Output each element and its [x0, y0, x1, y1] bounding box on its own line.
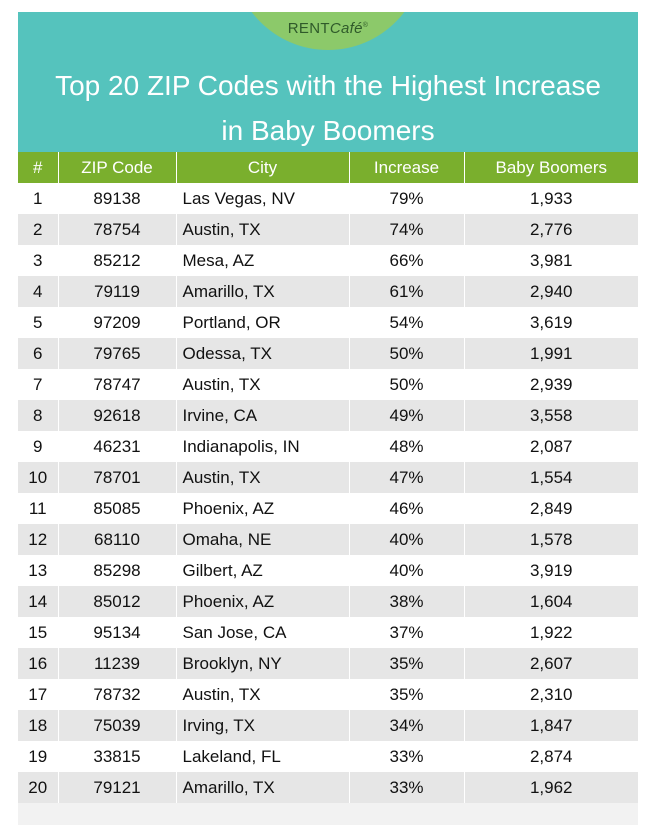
cell-increase: 35% [349, 648, 464, 679]
table-header-row [18, 152, 638, 183]
cell-zip-code: 78754 [58, 214, 176, 245]
cell-baby-boomers: 2,087 [464, 431, 638, 462]
cell-baby-boomers: 1,578 [464, 524, 638, 555]
cell-rank: 3 [18, 245, 58, 276]
cell-increase: 33% [349, 741, 464, 772]
table-row [18, 679, 638, 710]
table-row [18, 369, 638, 400]
column-header-rank: # [18, 152, 58, 183]
cell-baby-boomers: 2,310 [464, 679, 638, 710]
cell-increase: 61% [349, 276, 464, 307]
cell-increase: 37% [349, 617, 464, 648]
cell-baby-boomers: 1,922 [464, 617, 638, 648]
cell-zip-code: 97209 [58, 307, 176, 338]
cell-increase: 47% [349, 462, 464, 493]
cell-city: Indianapolis, IN [176, 431, 349, 462]
table-row [18, 586, 638, 617]
cell-baby-boomers: 1,847 [464, 710, 638, 741]
cell-city: Phoenix, AZ [176, 586, 349, 617]
cell-city: Omaha, NE [176, 524, 349, 555]
cell-city: Phoenix, AZ [176, 493, 349, 524]
table-row [18, 493, 638, 524]
cell-zip-code: 92618 [58, 400, 176, 431]
cell-rank: 19 [18, 741, 58, 772]
cell-increase: 46% [349, 493, 464, 524]
cell-rank: 14 [18, 586, 58, 617]
cell-city: Irving, TX [176, 710, 349, 741]
infographic [18, 12, 638, 825]
cell-increase: 79% [349, 183, 464, 214]
cell-zip-code: 78747 [58, 369, 176, 400]
table-row [18, 431, 638, 462]
cell-rank: 16 [18, 648, 58, 679]
cell-city: Brooklyn, NY [176, 648, 349, 679]
cell-zip-code: 78732 [58, 679, 176, 710]
cell-rank: 5 [18, 307, 58, 338]
cell-baby-boomers: 1,962 [464, 772, 638, 803]
column-header-baby-boomers: Baby Boomers [464, 152, 638, 183]
cell-city: Gilbert, AZ [176, 555, 349, 586]
cell-zip-code: 11239 [58, 648, 176, 679]
cell-rank: 13 [18, 555, 58, 586]
table-body [18, 183, 638, 803]
cell-baby-boomers: 3,558 [464, 400, 638, 431]
cell-baby-boomers: 2,849 [464, 493, 638, 524]
cell-increase: 66% [349, 245, 464, 276]
cell-zip-code: 85012 [58, 586, 176, 617]
table-row [18, 214, 638, 245]
cell-city: Las Vegas, NV [176, 183, 349, 214]
cell-zip-code: 79119 [58, 276, 176, 307]
table-row [18, 245, 638, 276]
cell-city: Portland, OR [176, 307, 349, 338]
brand-name-prefix: RENT [287, 20, 330, 37]
column-header-increase: Increase [349, 152, 464, 183]
cell-baby-boomers: 2,776 [464, 214, 638, 245]
cell-baby-boomers: 2,940 [464, 276, 638, 307]
table-row [18, 307, 638, 338]
cell-increase: 50% [349, 369, 464, 400]
table-row [18, 524, 638, 555]
ranking-table [18, 152, 638, 803]
column-header-zip-code: ZIP Code [58, 152, 176, 183]
table-row [18, 338, 638, 369]
cell-increase: 40% [349, 555, 464, 586]
cell-increase: 54% [349, 307, 464, 338]
cell-zip-code: 79121 [58, 772, 176, 803]
cell-increase: 34% [349, 710, 464, 741]
cell-baby-boomers: 2,939 [464, 369, 638, 400]
cell-baby-boomers: 1,991 [464, 338, 638, 369]
cell-zip-code: 85085 [58, 493, 176, 524]
cell-city: Austin, TX [176, 214, 349, 245]
cell-rank: 6 [18, 338, 58, 369]
cell-city: Austin, TX [176, 369, 349, 400]
cell-increase: 35% [349, 679, 464, 710]
column-header-city: City [176, 152, 349, 183]
cell-city: Irvine, CA [176, 400, 349, 431]
cell-rank: 17 [18, 679, 58, 710]
cell-city: Odessa, TX [176, 338, 349, 369]
table-row [18, 462, 638, 493]
cell-city: Mesa, AZ [176, 245, 349, 276]
title-line-1: Top 20 ZIP Codes with the Highest Increase [55, 70, 601, 101]
cell-city: Lakeland, FL [176, 741, 349, 772]
cell-rank: 18 [18, 710, 58, 741]
table-row [18, 772, 638, 803]
cell-rank: 2 [18, 214, 58, 245]
cell-zip-code: 79765 [58, 338, 176, 369]
cell-baby-boomers: 3,619 [464, 307, 638, 338]
cell-baby-boomers: 3,981 [464, 245, 638, 276]
table-row [18, 741, 638, 772]
cell-zip-code: 95134 [58, 617, 176, 648]
cell-city: Austin, TX [176, 679, 349, 710]
cell-rank: 20 [18, 772, 58, 803]
cell-zip-code: 75039 [58, 710, 176, 741]
cell-city: Amarillo, TX [176, 772, 349, 803]
cell-baby-boomers: 1,604 [464, 586, 638, 617]
cell-increase: 48% [349, 431, 464, 462]
cell-rank: 9 [18, 431, 58, 462]
table-row [18, 400, 638, 431]
cell-baby-boomers: 1,933 [464, 183, 638, 214]
cell-rank: 4 [18, 276, 58, 307]
registered-mark: ® [362, 22, 369, 29]
brand-name-suffix: Café [329, 20, 363, 37]
footer-bar [18, 803, 638, 825]
cell-zip-code: 33815 [58, 741, 176, 772]
table-row [18, 617, 638, 648]
cell-rank: 12 [18, 524, 58, 555]
cell-baby-boomers: 2,874 [464, 741, 638, 772]
cell-rank: 7 [18, 369, 58, 400]
table-row [18, 555, 638, 586]
cell-increase: 49% [349, 400, 464, 431]
cell-zip-code: 85212 [58, 245, 176, 276]
cell-baby-boomers: 3,919 [464, 555, 638, 586]
cell-increase: 33% [349, 772, 464, 803]
cell-increase: 50% [349, 338, 464, 369]
cell-rank: 10 [18, 462, 58, 493]
cell-rank: 15 [18, 617, 58, 648]
cell-city: San Jose, CA [176, 617, 349, 648]
cell-zip-code: 89138 [58, 183, 176, 214]
header-banner [18, 12, 638, 152]
brand-logo [18, 20, 638, 37]
cell-increase: 40% [349, 524, 464, 555]
cell-zip-code: 68110 [58, 524, 176, 555]
cell-city: Austin, TX [176, 462, 349, 493]
cell-city: Amarillo, TX [176, 276, 349, 307]
cell-increase: 38% [349, 586, 464, 617]
cell-rank: 1 [18, 183, 58, 214]
table-row [18, 710, 638, 741]
table-row [18, 183, 638, 214]
cell-zip-code: 78701 [58, 462, 176, 493]
table-row [18, 648, 638, 679]
cell-rank: 8 [18, 400, 58, 431]
cell-baby-boomers: 2,607 [464, 648, 638, 679]
page-title [18, 63, 638, 152]
cell-zip-code: 46231 [58, 431, 176, 462]
table-row [18, 276, 638, 307]
title-line-2: in Baby Boomers [221, 115, 435, 146]
cell-increase: 74% [349, 214, 464, 245]
cell-baby-boomers: 1,554 [464, 462, 638, 493]
cell-rank: 11 [18, 493, 58, 524]
cell-zip-code: 85298 [58, 555, 176, 586]
